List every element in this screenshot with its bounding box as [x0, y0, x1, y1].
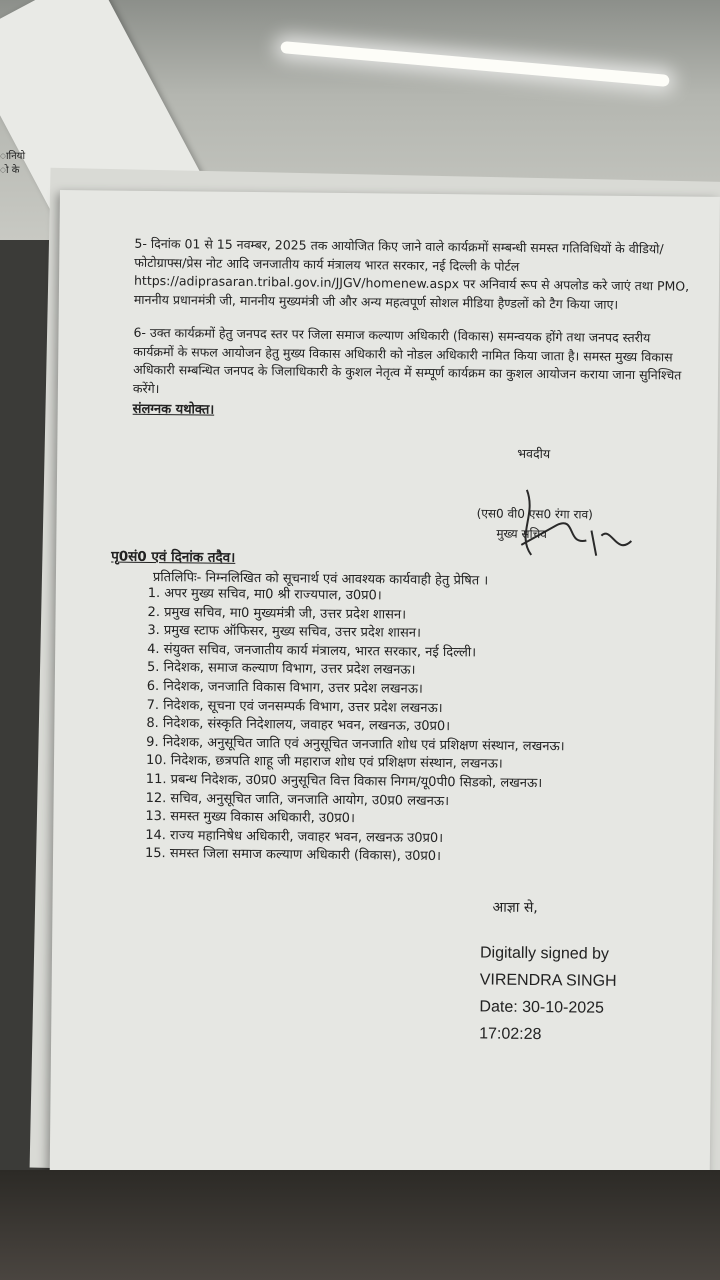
digital-signature-line-1: Digitally signed by [479, 944, 610, 963]
adjacent-sheet-fragment: ानियो ो के [0, 151, 26, 176]
signatory-name: (एस0 वी0 एस0 रंगा राव) [476, 506, 593, 522]
list-item: 1. अपर मुख्य सचिव, मा0 श्री राज्यपाल, उ0प्र0। [147, 585, 382, 604]
list-item: 7. निदेशक, सूचना एवं जनसम्पर्क विभाग, उत्तर प्रदेश लखनऊ। [146, 697, 443, 716]
list-item: 14. राज्य महानिषेध अधिकारी, जवाहर भवन, लखनऊ उ0प्र0। [145, 827, 444, 846]
order-line: आज्ञा से, [492, 899, 538, 917]
recipient-list [145, 585, 566, 868]
paragraph-6: 6- उक्त कार्यक्रमों हेतु जनपद स्तर पर जिला समाज कल्याण अधिकारी (विकास) समन्वयक होंगे तथा जनपद स्तरीय कार्यक्रमों के सफल आयोजन हेतु मुख्य विकास अधिकारी को नोडल अधिकारी नामित किया जाता है। समस्त मुख्य विकास अधिकारी सम्बन्धित जनपद के जिलाधिकारी के कुशल नेतृत्व में सम्पूर्ण कार्यक्रम का कुशल आयोजन कराया जाना सुनिश्चित करेंगे। [132, 324, 682, 396]
digital-signature [479, 939, 617, 1048]
list-item: 6. निदेशक, जनजाति विकास विभाग, उत्तर प्रदेश लखनऊ। [146, 678, 423, 697]
list-item: 2. प्रमुख सचिव, मा0 मुख्यमंत्री जी, उत्तर प्रदेश शासन। [147, 604, 407, 623]
list-item: 12. सचिव, अनुसूचित जाति, जनजाति आयोग, उ0प्र0 लखनऊ। [145, 790, 450, 809]
digital-signature-line-3: Date: 30-10-2025 [479, 998, 605, 1017]
list-item: 15. समस्त जिला समाज कल्याण अधिकारी (विकास), उ0प्र0। [144, 846, 442, 865]
signatory-designation: मुख्य सचिव [496, 526, 547, 542]
list-item: 4. संयुक्त सचिव, जनजातीय कार्य मंत्रालय, भारत सरकार, नई दिल्ली। [147, 641, 477, 661]
digital-signature-line-2: VIRENDRA SINGH [479, 971, 617, 990]
document-page [50, 190, 720, 1182]
copy-reference: पृ0सं0 एवं दिनांक तदैव। [111, 548, 236, 566]
list-item: 11. प्रबन्ध निदेशक, उ0प्र0 अनुसूचित वित्त विकास निगम/यू0पी0 सिडको, लखनऊ। [145, 771, 543, 792]
table-surface [0, 1170, 720, 1280]
list-item: 10. निदेशक, छत्रपति शाहू जी महाराज शोध एवं प्रशिक्षण संस्थान, लखनऊ। [145, 753, 503, 773]
list-item: 3. प्रमुख स्टाफ ऑफिसर, मुख्य सचिव, उत्तर प्रदेश शासन। [147, 623, 422, 641]
list-item: 9. निदेशक, अनुसूचित जाति एवं अनुसूचित जनजाति शोध एवं प्रशिक्षण संस्थान, लखनऊ। [146, 734, 565, 755]
paragraph-5: 5- दिनांक 01 से 15 नवम्बर, 2025 तक आयोजित किए जाने वाले कार्यक्रमों सम्बन्धी समस्त गतिविधियों के वीडियो/फोटोग्राफ्स/प्रेस नोट आदि जनजातीय कार्य मंत्रालय भारत सरकार, नई दिल्ली के पोर्टल https://adiprasaran.tribal.gov.in/JJGV/homenew.aspx पर अनिवार्य रूप से अपलोड करे जाएं तथा PMO, माननीय प्रधानमंत्री जी, माननीय मुख्यमंत्री जी और अन्य महत्वपूर्ण सोशल मीडिया हैण्डलों को टैग किया जाए। [133, 235, 690, 312]
list-item: 13. समस्त मुख्य विकास अधिकारी, उ0प्र0। [145, 809, 355, 827]
list-item: 8. निदेशक, संस्कृति निदेशालय, जवाहर भवन, लखनऊ, उ0प्र0। [146, 716, 451, 735]
list-item: 5. निदेशक, समाज कल्याण विभाग, उत्तर प्रदेश लखनऊ। [146, 660, 416, 679]
copy-intro: प्रतिलिपिः- निम्नलिखित को सूचनार्थ एवं आवश्यक कार्यवाही हेतु प्रेषित । [152, 569, 489, 589]
enclosure-note: संलग्नक यथोक्त। [132, 401, 215, 418]
digital-signature-line-4: 17:02:28 [479, 1025, 542, 1044]
closing-salutation: भवदीय [517, 445, 551, 462]
